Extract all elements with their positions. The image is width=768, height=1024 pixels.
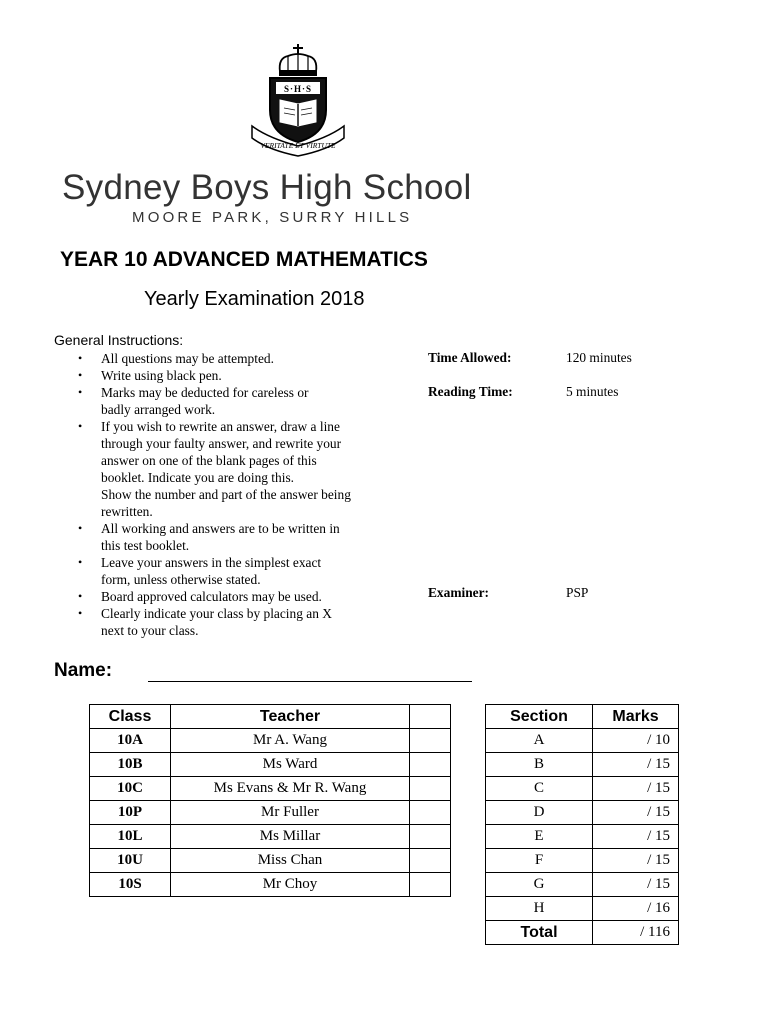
class-mark-box[interactable] <box>410 729 451 753</box>
section-cell: H <box>486 897 593 921</box>
table-row <box>90 729 451 753</box>
class-mark-box[interactable] <box>410 753 451 777</box>
class-mark-box[interactable] <box>410 873 451 897</box>
class-mark-box[interactable] <box>410 801 451 825</box>
marks-cell: / 15 <box>593 873 679 897</box>
marks-cell: / 16 <box>593 897 679 921</box>
examiner-value: PSP <box>566 585 589 600</box>
instruction-item: • Write using black pen. <box>78 367 398 384</box>
section-cell: A <box>486 729 593 753</box>
school-crest-logo <box>248 42 348 158</box>
section-cell: D <box>486 801 593 825</box>
marks-cell: / 15 <box>593 777 679 801</box>
teacher-cell: Ms Ward <box>171 753 410 777</box>
total-row <box>486 921 679 945</box>
class-mark-box[interactable] <box>410 777 451 801</box>
class-cell: 10C <box>90 777 171 801</box>
table-row <box>486 777 679 801</box>
table-header-row <box>486 705 679 729</box>
class-table <box>89 704 451 897</box>
section-cell: G <box>486 873 593 897</box>
class-mark-box[interactable] <box>410 825 451 849</box>
total-label: Total <box>486 921 593 945</box>
mark-box-header <box>410 705 451 729</box>
instructions-list <box>78 350 398 639</box>
column-header: Teacher <box>171 705 410 729</box>
section-cell: F <box>486 849 593 873</box>
marks-cell: / 15 <box>593 753 679 777</box>
crown-icon <box>279 44 317 76</box>
table-row <box>486 873 679 897</box>
svg-text:S·H·S: S·H·S <box>283 84 313 94</box>
teacher-cell: Mr Fuller <box>171 801 410 825</box>
table-row <box>486 801 679 825</box>
svg-text:VERITATE ET VIRTUTE: VERITATE ET VIRTUTE <box>260 141 336 150</box>
section-cell: B <box>486 753 593 777</box>
table-row <box>486 753 679 777</box>
school-location: MOORE PARK, SURRY HILLS <box>132 209 413 226</box>
time-allowed-value: 120 minutes <box>566 350 632 365</box>
table-row <box>90 849 451 873</box>
instruction-item: • Marks may be deducted for careless or badly arranged work. <box>78 384 398 418</box>
teacher-cell: Mr Choy <box>171 873 410 897</box>
school-name: Sydney Boys High School <box>62 168 472 207</box>
table-row <box>90 777 451 801</box>
table-row <box>90 801 451 825</box>
class-mark-box[interactable] <box>410 849 451 873</box>
section-cell: E <box>486 825 593 849</box>
name-label: Name: <box>54 660 113 681</box>
instruction-item: • Clearly indicate your class by placing an X next to your class. <box>78 605 398 639</box>
instruction-item: • Leave your answers in the simplest exact form, unless otherwise stated. <box>78 554 398 588</box>
reading-time-label: Reading Time: <box>428 384 513 399</box>
teacher-cell: Miss Chan <box>171 849 410 873</box>
column-header: Class <box>90 705 171 729</box>
table-row <box>486 849 679 873</box>
exam-subtitle: Yearly Examination 2018 <box>144 288 365 310</box>
time-allowed-label: Time Allowed: <box>428 350 512 365</box>
table-row <box>90 873 451 897</box>
marks-table <box>485 704 679 945</box>
marks-cell: / 15 <box>593 849 679 873</box>
class-cell: 10A <box>90 729 171 753</box>
table-header-row <box>90 705 451 729</box>
marks-cell: / 15 <box>593 801 679 825</box>
table-row <box>486 825 679 849</box>
instruction-item: • All questions may be attempted. <box>78 350 398 367</box>
teacher-cell: Mr A. Wang <box>171 729 410 753</box>
class-cell: 10L <box>90 825 171 849</box>
reading-time-value: 5 minutes <box>566 384 619 399</box>
table-row <box>486 729 679 753</box>
instruction-item: • If you wish to rewrite an answer, draw a line through your faulty answer, and rewrite your answer on one of the blank pages of this booklet. Indicate you are doing this. Show the number and part of the answer being rewritten. <box>78 418 398 520</box>
name-input-line[interactable] <box>148 681 472 682</box>
table-row <box>90 753 451 777</box>
instruction-item: • All working and answers are to be written in this test booklet. <box>78 520 398 554</box>
marks-cell: / 15 <box>593 825 679 849</box>
table-row <box>486 897 679 921</box>
class-cell: 10U <box>90 849 171 873</box>
exam-title: YEAR 10 ADVANCED MATHEMATICS <box>60 248 428 271</box>
instructions-heading: General Instructions: <box>54 332 184 348</box>
section-cell: C <box>486 777 593 801</box>
marks-cell: / 10 <box>593 729 679 753</box>
instruction-item: • Board approved calculators may be used. <box>78 588 398 605</box>
class-cell: 10S <box>90 873 171 897</box>
table-row <box>90 825 451 849</box>
examiner-label: Examiner: <box>428 585 489 600</box>
teacher-cell: Ms Millar <box>171 825 410 849</box>
class-cell: 10P <box>90 801 171 825</box>
class-cell: 10B <box>90 753 171 777</box>
column-header: Section <box>486 705 593 729</box>
teacher-cell: Ms Evans & Mr R. Wang <box>171 777 410 801</box>
column-header: Marks <box>593 705 679 729</box>
total-marks: / 116 <box>593 921 679 945</box>
